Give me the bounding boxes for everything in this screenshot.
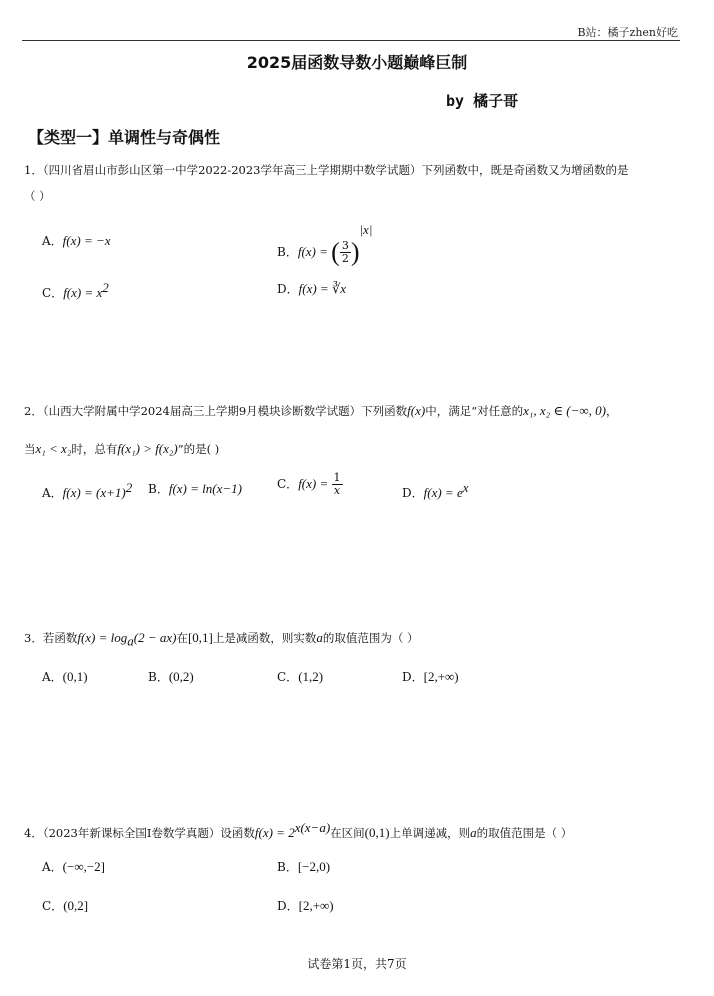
option-label: C．: [42, 286, 64, 300]
stem-math: f(x): [407, 403, 426, 418]
option-math: (1,2): [298, 669, 324, 684]
stem-text: 在区间: [330, 825, 365, 840]
option-exponent: |x|: [359, 222, 373, 237]
option-math: f(x) = ln(x−1): [168, 481, 242, 496]
header-divider: [22, 40, 680, 41]
option-label: A．: [42, 486, 63, 500]
question-2-option-b: [148, 480, 242, 497]
question-3-option-c: [277, 668, 323, 685]
stem-exponent: x(x−a): [294, 820, 331, 835]
stem-text: 上单调递减，则: [389, 825, 471, 840]
option-math: (0,2): [168, 669, 194, 684]
stem-math: a: [470, 824, 477, 840]
option-math: f(x) =: [297, 244, 332, 259]
fraction: [340, 240, 351, 265]
option-label: D．: [402, 670, 424, 684]
question-1-option-d: [277, 280, 346, 297]
option-math: f(x) =: [298, 476, 332, 492]
stem-math: a: [316, 630, 323, 645]
option-exponent: 2: [102, 280, 109, 295]
option-label: B．: [277, 860, 298, 874]
option-label: A．: [42, 670, 63, 684]
question-1-option-b: [277, 222, 372, 266]
question-1-option-a: [42, 232, 111, 249]
option-math: [2,+∞): [423, 669, 459, 684]
question-2-option-d: [402, 480, 469, 501]
stem-text: 4．（2023年新课标全国Ⅰ卷数学真题）设函数: [24, 825, 255, 840]
left-paren: (: [331, 237, 340, 267]
question-2-option-c: [277, 472, 343, 497]
question-1-stem-line2: （ ）: [24, 189, 51, 203]
option-math: (−∞,−2]: [62, 859, 106, 874]
stem-math: (0,1): [364, 824, 390, 840]
fraction-denominator: x: [333, 484, 341, 498]
header-source-text: B站：橘子zhen好吃: [577, 26, 678, 39]
question-4-stem: [24, 820, 572, 841]
question-3-option-a: [42, 668, 88, 685]
stem-subscript: a: [127, 633, 134, 649]
option-label: B．: [277, 245, 298, 259]
option-label: D．: [277, 899, 299, 913]
question-3-option-d: [402, 668, 459, 685]
question-2-option-a: [42, 480, 132, 501]
option-math: [2,+∞): [298, 898, 334, 913]
option-exponent: x: [462, 480, 469, 495]
fraction-numerator: 1: [333, 471, 341, 484]
question-3-stem: [24, 630, 419, 649]
stem-text: ，: [606, 404, 618, 418]
option-label: B．: [148, 670, 169, 684]
option-exponent: 2: [125, 480, 133, 495]
stem-math: f(x) = log: [77, 630, 128, 645]
option-math: f(x) = e: [423, 485, 463, 500]
document-title: 2025届函数导数小题巅峰巨制: [246, 53, 468, 72]
stem-text: 2．（山西大学附属中学2024届高三上学期9月模块诊断数学试题）下列函数: [24, 404, 408, 418]
stem-text: 3．若函数: [24, 631, 78, 645]
question-2-stem: [24, 403, 618, 419]
option-math: f(x) = −x: [62, 233, 111, 248]
stem-text: 上是减函数，则实数: [212, 631, 317, 645]
option-math: f(x) = (x+1): [62, 485, 126, 500]
stem-text: 的取值范围是（ ）: [476, 825, 573, 840]
option-label: C．: [277, 477, 299, 492]
option-math: (0,1): [62, 669, 88, 684]
page-footer: 试卷第1页，共7页: [307, 957, 407, 971]
option-math: [−2,0): [297, 859, 331, 874]
stem-text: 在: [176, 631, 188, 645]
stem-math: f(x₁) > f(x₂): [117, 441, 178, 456]
stem-text: 的取值范围为（ ）: [322, 631, 419, 645]
option-label: C．: [42, 899, 64, 913]
question-4-option-d: [277, 897, 334, 914]
right-paren: ): [350, 237, 360, 267]
question-4-option-c: [42, 897, 88, 914]
option-math: f(x) = x: [63, 285, 103, 300]
option-math: f(x) = ∛x: [298, 281, 346, 296]
stem-math: f(x) = 2: [254, 824, 295, 840]
document-author: by 橘子哥: [446, 92, 519, 110]
question-4-option-a: [42, 858, 105, 875]
option-label: D．: [277, 282, 299, 296]
question-3-option-b: [148, 668, 194, 685]
stem-math: (2 − ax): [133, 630, 177, 645]
stem-math: [0,1]: [187, 630, 213, 645]
stem-math: x₁, x₂ ∈ (−∞, 0): [523, 403, 606, 418]
option-label: D．: [402, 486, 424, 500]
fraction: [332, 472, 343, 497]
stem-text: 当: [24, 442, 36, 456]
question-1-stem: 1．（四川省眉山市彭山区第一中学2022-2023学年高三上学期期中数学试题）下列函数中，既是奇函数又为增函数的是: [24, 163, 629, 177]
stem-text: 中，满足“对任意的: [425, 404, 524, 418]
option-math: (0,2]: [63, 898, 89, 913]
stem-text: 时，总有: [71, 442, 118, 456]
section-heading: 【类型一】单调性与奇偶性: [28, 128, 221, 147]
fraction-numerator: 3: [341, 238, 349, 252]
option-label: A．: [42, 860, 63, 874]
question-2-stem-line2: [24, 441, 219, 457]
stem-math: x₁ < x₂: [35, 441, 72, 456]
option-label: C．: [277, 670, 299, 684]
stem-text: ”的是( ): [177, 442, 220, 456]
fraction-denominator: 2: [341, 252, 349, 265]
option-label: B．: [148, 482, 169, 496]
question-4-option-b: [277, 858, 330, 875]
question-1-option-c: [42, 280, 109, 301]
option-label: A．: [42, 234, 63, 248]
